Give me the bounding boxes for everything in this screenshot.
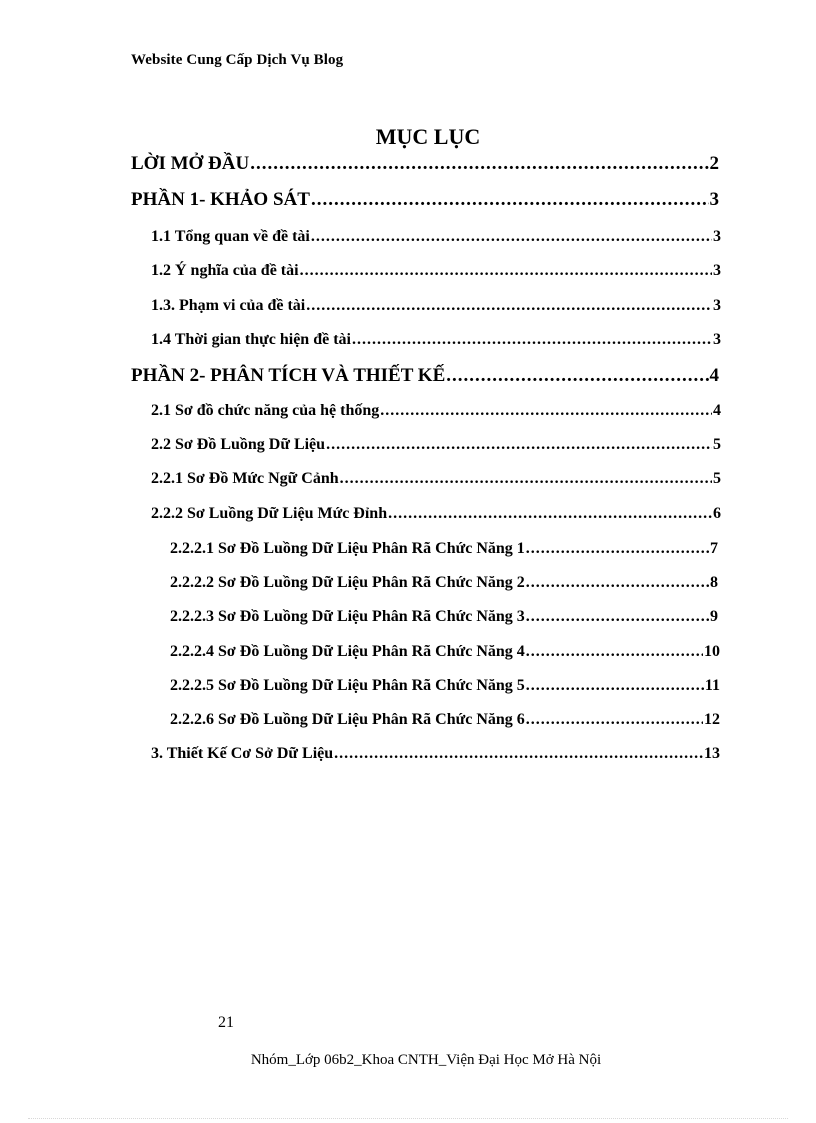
toc-entry-page: 3 — [709, 189, 719, 210]
toc-entry-label: 2.2.2.4 Sơ Đồ Luồng Dữ Liệu Phân Rã Chức Năng 4 — [170, 643, 525, 660]
toc-leader-dots — [526, 711, 703, 729]
toc-entry-page: 3 — [713, 262, 721, 279]
toc-leader-dots — [526, 574, 709, 592]
toc-entry-2-2-1[interactable] — [151, 470, 721, 488]
toc-entry-page: 2 — [709, 153, 719, 174]
toc-entry-label: 2.2.2 Sơ Luồng Dữ Liệu Mức Đỉnh — [151, 505, 388, 522]
toc-leader-dots — [526, 608, 709, 626]
toc-entry-label: PHẦN 2- PHÂN TÍCH VÀ THIẾT KẾ — [131, 365, 446, 386]
toc-entry-page: 8 — [710, 574, 718, 591]
toc-leader-dots — [311, 189, 709, 211]
toc-entry-page: 7 — [710, 540, 718, 557]
page-number: 21 — [218, 1014, 234, 1031]
toc-entry-label: PHẦN 1- KHẢO SÁT — [131, 189, 310, 210]
toc-entry-1-4[interactable] — [151, 331, 721, 349]
toc-entry-2-2-2-1[interactable] — [170, 540, 718, 558]
toc-entry-label: 2.1 Sơ đồ chức năng của hệ thống — [151, 402, 380, 419]
toc-entry-part-1[interactable] — [131, 189, 719, 211]
toc-entry-intro[interactable] — [131, 153, 719, 175]
toc-entry-2-2[interactable] — [151, 436, 721, 454]
toc-entry-page: 3 — [713, 331, 721, 348]
toc-entry-label: 2.2.1 Sơ Đồ Mức Ngữ Cảnh — [151, 470, 339, 487]
toc-entry-label: 2.2.2.3 Sơ Đồ Luồng Dữ Liệu Phân Rã Chức Năng 3 — [170, 608, 525, 625]
toc-entry-label: 1.1 Tổng quan về đề tài — [151, 228, 310, 245]
toc-leader-dots — [526, 540, 709, 558]
toc-leader-dots — [311, 228, 712, 246]
toc-leader-dots — [300, 262, 712, 280]
toc-entry-label: 1.3. Phạm vi của đề tài — [151, 297, 306, 314]
toc-leader-dots — [334, 745, 703, 763]
toc-entry-2-2-2-3[interactable] — [170, 608, 718, 626]
running-footer: Nhóm_Lớp 06b2_Khoa CNTH_Viện Đại Học Mở Hà Nội — [250, 1052, 602, 1068]
toc-leader-dots — [306, 297, 712, 315]
toc-entry-page: 4 — [713, 402, 721, 419]
toc-entry-label: 1.2 Ý nghĩa của đề tài — [151, 262, 299, 279]
toc-entry-2-2-2[interactable] — [151, 505, 721, 523]
toc-entry-page: 13 — [704, 745, 720, 762]
toc-entry-2-2-2-2[interactable] — [170, 574, 718, 592]
page-bottom-divider — [28, 1118, 788, 1119]
toc-entry-label: 2.2.2.2 Sơ Đồ Luồng Dữ Liệu Phân Rã Chức Năng 2 — [170, 574, 525, 591]
toc-entry-1-1[interactable] — [151, 228, 721, 246]
toc-entry-2-2-2-6[interactable] — [170, 711, 720, 729]
toc-entry-2-2-2-4[interactable] — [170, 643, 720, 661]
toc-leader-dots — [526, 643, 703, 661]
toc-entry-3[interactable] — [151, 745, 720, 763]
toc-entry-label: 2.2 Sơ Đồ Luồng Dữ Liệu — [151, 436, 326, 453]
toc-entry-part-2[interactable] — [131, 365, 719, 387]
toc-entry-page: 3 — [713, 297, 721, 314]
toc-leader-dots — [352, 331, 712, 349]
running-header: Website Cung Cấp Dịch Vụ Blog — [131, 52, 344, 68]
toc-leader-dots — [326, 436, 712, 454]
toc-leader-dots — [388, 505, 712, 523]
toc-entry-page: 11 — [704, 677, 720, 694]
toc-entry-label: 2.2.2.1 Sơ Đồ Luồng Dữ Liệu Phân Rã Chức Năng 1 — [170, 540, 525, 557]
toc-entry-page: 5 — [713, 436, 721, 453]
toc-entry-label: 2.2.2.5 Sơ Đồ Luồng Dữ Liệu Phân Rã Chức Năng 5 — [170, 677, 525, 694]
toc-entry-page: 9 — [710, 608, 718, 625]
toc-entry-2-2-2-5[interactable] — [170, 677, 720, 695]
toc-leader-dots — [250, 153, 708, 175]
toc-entry-label: LỜI MỞ ĐẦU — [131, 153, 250, 174]
toc-entry-page: 4 — [709, 365, 719, 386]
toc-entry-label: 2.2.2.6 Sơ Đồ Luồng Dữ Liệu Phân Rã Chức Năng 6 — [170, 711, 525, 728]
toc-leader-dots — [526, 677, 704, 695]
toc-entry-page: 6 — [713, 505, 721, 522]
toc-entry-page: 3 — [713, 228, 721, 245]
toc-entry-label: 3. Thiết Kế Cơ Sở Dữ Liệu — [151, 745, 334, 762]
toc-leader-dots — [340, 470, 712, 488]
toc-entry-1-3[interactable] — [151, 297, 721, 315]
toc-leader-dots — [446, 365, 708, 387]
toc-title: MỤC LỤC — [375, 124, 481, 149]
toc-entry-label: 1.4 Thời gian thực hiện đề tài — [151, 331, 351, 348]
toc-entry-2-1[interactable] — [151, 402, 721, 420]
toc-entry-page: 5 — [713, 470, 721, 487]
toc-entry-page: 10 — [704, 643, 720, 660]
toc-entry-page: 12 — [704, 711, 720, 728]
toc-leader-dots — [380, 402, 712, 420]
toc-entry-1-2[interactable] — [151, 262, 721, 280]
